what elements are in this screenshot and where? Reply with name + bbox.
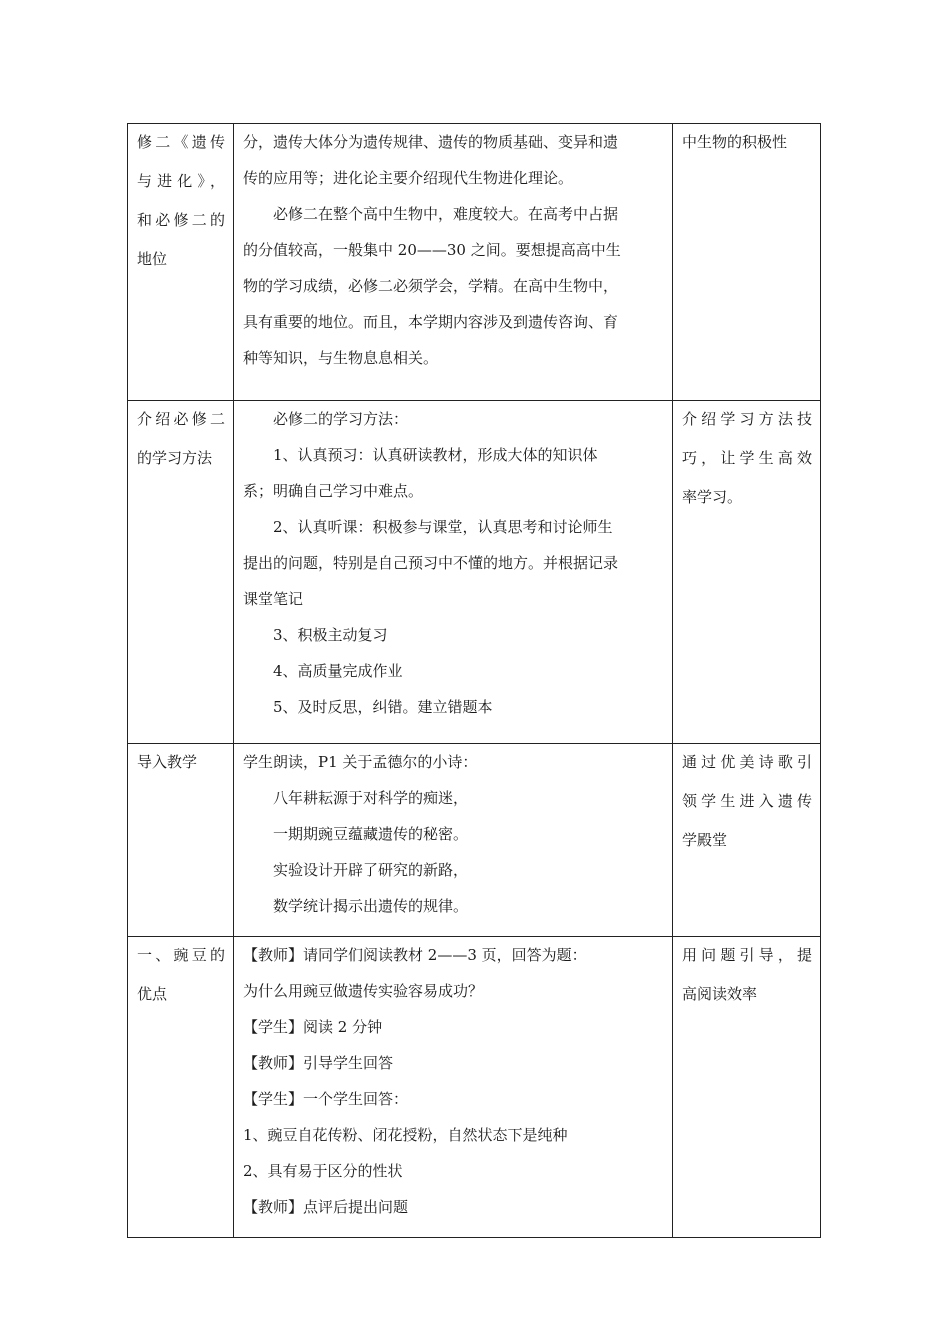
content-line: 【学生】一个学生回答： xyxy=(243,1090,409,1108)
section-line: 地位 xyxy=(137,250,168,268)
purpose-cell xyxy=(673,401,821,744)
content-line: 学生朗读，P1 关于孟德尔的小诗： xyxy=(243,753,478,771)
content-line: 必修二的学习方法： xyxy=(273,410,409,428)
poem-line: 实验设计开辟了研究的新路， xyxy=(273,861,469,879)
content-line: 种等知识，与生物息息相关。 xyxy=(243,349,439,367)
content-cell xyxy=(234,124,673,401)
purpose-line: 巧，让学生高效 xyxy=(682,449,812,467)
content-line: 【教师】点评后提出问题 xyxy=(243,1198,409,1216)
content-line: 具有重要的地位。而且，本学期内容涉及到遗传咨询、育 xyxy=(243,313,619,331)
purpose-line: 高阅读效率 xyxy=(682,985,758,1003)
section-line: 的学习方法 xyxy=(137,449,213,467)
poem-line: 一期期豌豆蕴藏遗传的秘密。 xyxy=(273,825,469,843)
purpose-line: 领学生进入遗传 xyxy=(682,792,812,810)
content-line: 的分值较高，一般集中 20——30 之间。要想提高高中生 xyxy=(243,241,621,259)
content-line: 必修二在整个高中生物中，难度较大。在高考中占据 xyxy=(273,205,619,223)
content-line: 提出的问题，特别是自己预习中不懂的地方。并根据记录 xyxy=(243,554,619,572)
content-line: 1、豌豆自花传粉、闭花授粉，自然状态下是纯种 xyxy=(243,1126,568,1144)
section-cell xyxy=(128,124,234,401)
section-cell xyxy=(128,401,234,744)
purpose-line: 介绍学习方法技 xyxy=(682,410,812,428)
content-line: 【学生】阅读 2 分钟 xyxy=(243,1018,383,1036)
table-row xyxy=(128,744,821,937)
purpose-cell xyxy=(673,937,821,1238)
table-row xyxy=(128,124,821,401)
purpose-line: 用问题引导，提 xyxy=(682,946,812,964)
content-line: 4、高质量完成作业 xyxy=(273,662,403,680)
content-line: 物的学习成绩，必修二必须学会，学精。在高中生物中， xyxy=(243,277,619,295)
section-cell xyxy=(128,937,234,1238)
content-line: 系；明确自己学习中难点。 xyxy=(243,482,424,500)
section-cell xyxy=(128,744,234,937)
section-line: 修二《遗传 xyxy=(137,133,225,151)
section-line: 介绍必修二 xyxy=(137,410,225,428)
content-line: 【教师】引导学生回答 xyxy=(243,1054,394,1072)
poem-line: 数学统计揭示出遗传的规律。 xyxy=(273,897,469,915)
content-line: 2、具有易于区分的性状 xyxy=(243,1162,403,1180)
content-cell xyxy=(234,401,673,744)
lesson-plan-table xyxy=(127,123,821,1238)
content-cell xyxy=(234,744,673,937)
content-line: 为什么用豌豆做遗传实验容易成功？ xyxy=(243,982,484,1000)
section-line: 优点 xyxy=(137,985,168,1003)
content-line: 分，遗传大体分为遗传规律、遗传的物质基础、变异和遗 xyxy=(243,133,619,151)
content-line: 5、及时反思，纠错。建立错题本 xyxy=(273,698,493,716)
section-line: 和必修二的 xyxy=(137,211,225,229)
content-line: 3、积极主动复习 xyxy=(273,626,388,644)
purpose-line: 通过优美诗歌引 xyxy=(682,753,812,771)
content-line: 1、认真预习：认真研读教材，形成大体的知识体 xyxy=(273,446,598,464)
purpose-line: 学殿堂 xyxy=(682,831,728,849)
section-line: 与进化》， xyxy=(137,172,225,190)
content-line: 传的应用等；进化论主要介绍现代生物进化理论。 xyxy=(243,169,574,187)
purpose-cell xyxy=(673,124,821,401)
poem-line: 八年耕耘源于对科学的痴迷， xyxy=(273,789,469,807)
content-line: 【教师】请同学们阅读教材 2——3 页，回答为题： xyxy=(243,946,587,964)
section-line: 导入教学 xyxy=(137,753,198,771)
section-line: 一、豌豆的 xyxy=(137,946,225,964)
content-line: 2、认真听课：积极参与课堂，认真思考和讨论师生 xyxy=(273,518,613,536)
table-row xyxy=(128,937,821,1238)
content-line: 课堂笔记 xyxy=(243,590,304,608)
content-cell xyxy=(234,937,673,1238)
table-row xyxy=(128,401,821,744)
purpose-line: 中生物的积极性 xyxy=(682,133,788,151)
purpose-line: 率学习。 xyxy=(682,488,743,506)
purpose-cell xyxy=(673,744,821,937)
